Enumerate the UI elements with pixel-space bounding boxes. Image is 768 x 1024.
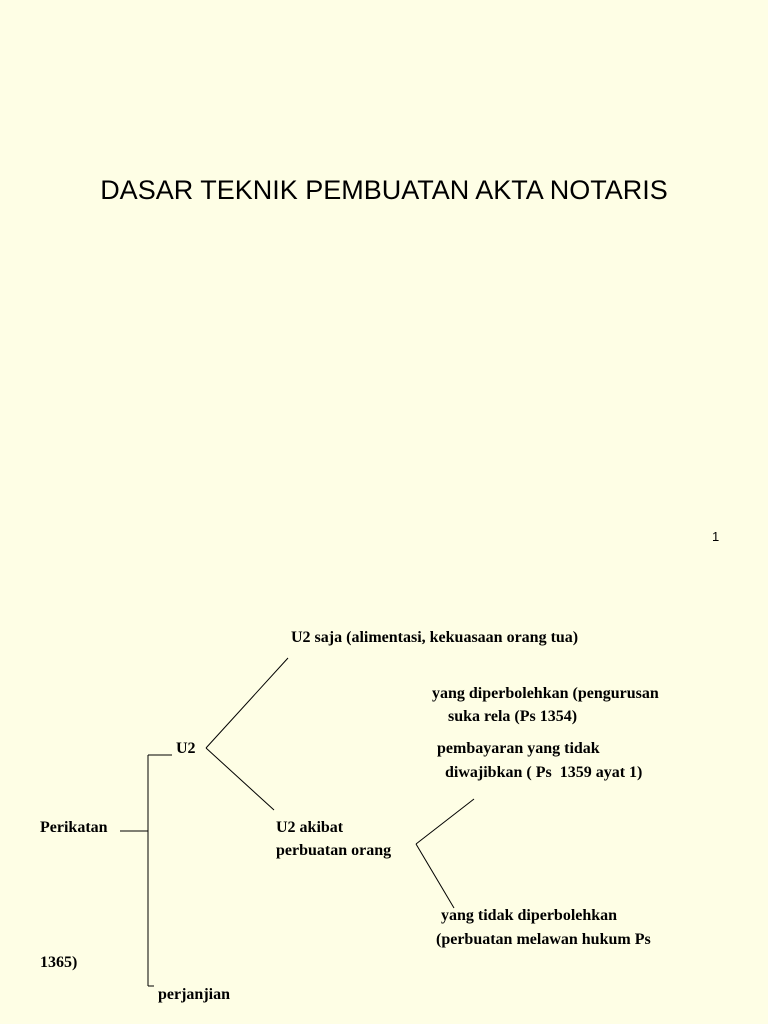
slide-title: DASAR TEKNIK PEMBUATAN AKTA NOTARIS <box>100 175 668 205</box>
perikatan-label: Perikatan <box>40 819 108 836</box>
u2-akibat-branch-line <box>206 748 274 810</box>
tidak-diperbolehkan-label-line1: yang tidak diperbolehkan <box>441 907 618 924</box>
unlawful-branch-line <box>416 844 454 908</box>
tidak-diperbolehkan-label-line2: (perbuatan melawan hukum Ps <box>436 931 651 948</box>
perjanjian-label: perjanjian <box>158 986 230 1003</box>
diagram-slide <box>0 560 768 1024</box>
pembayaran-label-line1: pembayaran yang tidak <box>437 740 600 757</box>
diperbolehkan-label-line2: suka rela (Ps 1354) <box>432 708 578 725</box>
u2-saja-branch-line <box>206 658 288 748</box>
page-number: 1 <box>712 529 720 544</box>
pembayaran-label-line2: diwajibkan ( Ps 1359 ayat 1) <box>437 764 643 781</box>
diperbolehkan-label-line1: yang diperbolehkan (pengurusan <box>432 685 659 702</box>
lawful-branch-line <box>416 799 474 844</box>
tidak-diperbolehkan-label-cont: 1365) <box>40 954 78 971</box>
u2-akibat-label-line1: U2 akibat <box>276 819 344 836</box>
u2-saja-label: U2 saja (alimentasi, kekuasaan orang tua) <box>291 629 579 646</box>
u2-label: U2 <box>176 740 196 757</box>
u2-akibat-label-line2: perbuatan orang <box>276 842 392 859</box>
